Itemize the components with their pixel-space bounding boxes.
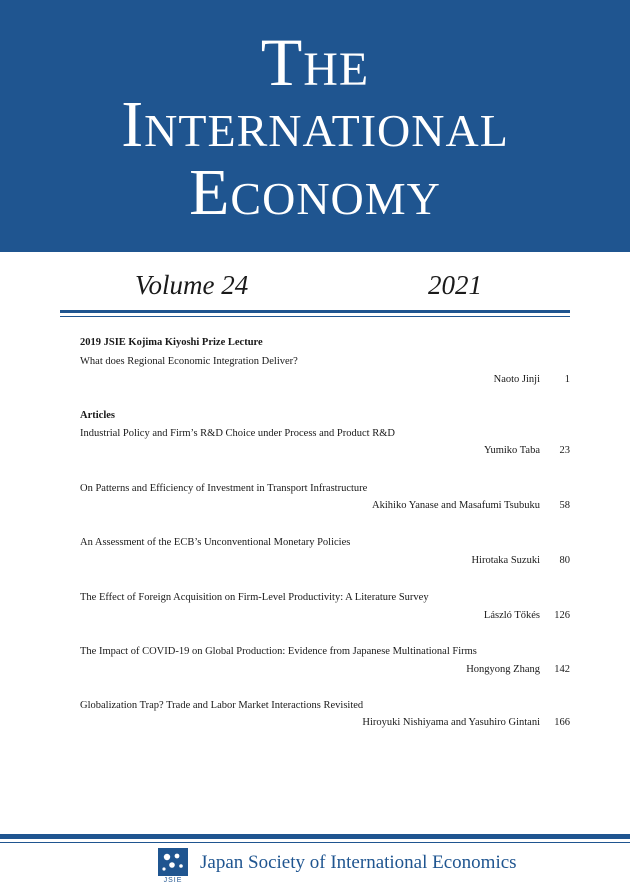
logo-text: JSIE <box>163 877 183 884</box>
journal-title-line3: Economy <box>189 156 441 229</box>
article-author: László Tőkés <box>483 610 540 621</box>
divider-thick <box>60 310 570 313</box>
article-author-line <box>362 717 570 728</box>
article-author-line <box>484 445 570 456</box>
volume-label: Volume 24 <box>135 270 249 300</box>
article-page: 166 <box>554 717 570 728</box>
article-author-line <box>484 610 570 621</box>
article-title[interactable]: The Effect of Foreign Acquisition on Firm-Level Productivity: A Literature Survey <box>80 592 429 603</box>
article-title[interactable]: An Assessment of the ECB’s Unconventional Monetary Policies <box>80 537 351 548</box>
publisher-name: Japan Society of International Economics <box>200 852 517 873</box>
article-title[interactable]: The Impact of COVID-19 on Global Production: Evidence from Japanese Multinational Firms <box>80 646 477 657</box>
articles-heading: Articles <box>80 410 115 421</box>
article-page: 23 <box>559 445 570 456</box>
article-author-line <box>466 664 570 675</box>
article-page: 126 <box>554 610 570 621</box>
article-page: 58 <box>559 500 570 511</box>
article-page: 142 <box>554 664 570 675</box>
journal-title-line2: International <box>121 88 509 161</box>
article-author: Akihiko Yanase and Masafumi Tsubuku <box>372 500 540 511</box>
article-author: Hongyong Zhang <box>466 664 540 675</box>
lecture-title[interactable]: What does Regional Economic Integration Deliver? <box>80 356 298 367</box>
year-label: 2021 <box>428 270 482 300</box>
footer-rule-thin <box>0 842 630 843</box>
article-author-line <box>471 555 570 566</box>
article-author-line <box>372 500 570 511</box>
article-author: Yumiko Taba <box>484 445 540 456</box>
article-title[interactable]: Globalization Trap? Trade and Labor Market Interactions Revisited <box>80 700 364 711</box>
lecture-heading: 2019 JSIE Kojima Kiyoshi Prize Lecture <box>80 337 263 348</box>
article-title[interactable]: Industrial Policy and Firm’s R&D Choice under Process and Product R&D <box>80 428 395 439</box>
lecture-page: 1 <box>564 374 570 385</box>
article-author: Hirotaka Suzuki <box>471 555 540 566</box>
lecture-author-line <box>494 374 570 385</box>
lecture-author: Naoto Jinji <box>493 374 540 385</box>
journal-title-line1: The <box>260 24 370 100</box>
article-author: Hiroyuki Nishiyama and Yasuhiro Gintani <box>362 717 540 728</box>
footer-rule-thick <box>0 834 630 839</box>
article-page: 80 <box>559 555 570 566</box>
title-banner <box>0 0 630 252</box>
article-title[interactable]: On Patterns and Efficiency of Investment in Transport Infrastructure <box>80 483 368 494</box>
divider-thin <box>60 316 570 317</box>
